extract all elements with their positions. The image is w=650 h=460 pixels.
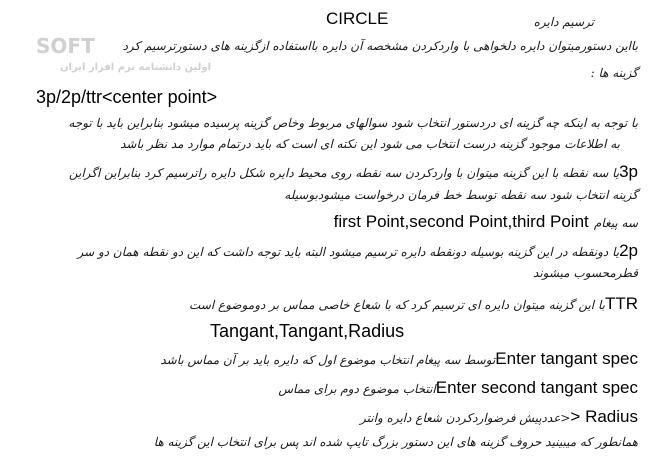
command-syntax: 3p/2p/ttr<center point> bbox=[36, 87, 218, 107]
prompt-radius-en: Radius < bbox=[570, 407, 638, 426]
option-3p-line1 bbox=[69, 163, 638, 180]
option-2p-desc: یا دونقطه در این گزینه بوسیله دونقطه دایره ترسیم میشود البته باید توجه داشت که این دو نقطه همان دو سر bbox=[77, 245, 620, 259]
option-2p-line1 bbox=[77, 242, 638, 259]
prompt-radius-default: <عددپیش فرض bbox=[492, 411, 571, 425]
option-ttr-prompt: Tangant,Tangant,Radius bbox=[210, 321, 405, 341]
prompt-first-tangent-en: Enter tangant spec bbox=[495, 349, 638, 368]
watermark-brand: SOFT bbox=[36, 34, 95, 58]
option-2p-line2: قطرمحسوب میشوند bbox=[533, 266, 638, 280]
option-2p-code: 2p bbox=[619, 241, 638, 260]
option-3p-prompt-en: first Point,second Point,third Point bbox=[333, 212, 589, 231]
option-ttr-desc: با این گزینه میتوان دایره ای ترسیم کرد که با شعاع خاصی مماس بر دوموضوع است bbox=[189, 298, 605, 312]
prompt-second-tangent-fa: انتخاب موضوع دوم برای مماس bbox=[278, 382, 436, 396]
footer-text: همانطور که میبینید حروف گزینه های این دستور بزرگ تایپ شده اند پس برای انتخاب این گزینه ها bbox=[153, 435, 638, 449]
option-ttr-code: TTR bbox=[604, 294, 638, 313]
option-3p-line2: گزینه انتخاب شود سه نقطه توسط خط فرمان درخواست میشودبوسیله bbox=[284, 188, 638, 202]
option-3p-prompt-prefix: سه پیغام bbox=[593, 216, 638, 230]
prompt-second-tangent bbox=[278, 379, 638, 396]
option-3p-code: 3p bbox=[619, 162, 638, 181]
prompt-radius bbox=[360, 408, 638, 425]
title-fa: ترسیم دایره bbox=[533, 15, 594, 29]
title-en: CIRCLE bbox=[326, 9, 389, 28]
option-ttr-line1 bbox=[189, 295, 638, 312]
prompt-first-tangent bbox=[160, 350, 638, 367]
options-heading: گزینه ها : bbox=[590, 66, 638, 80]
option-3p-desc: یا سه نقطه با این گزینه میتوان با واردکردن سه نقطه روی محیط دایره شکل دایره راترسیم کرد بنابراین اگراین bbox=[68, 166, 620, 180]
watermark-subtitle: اولین دانشنامه نرم افزار ایران bbox=[60, 62, 212, 73]
para1-line2: به اطلاعات موجود گزینه درست انتخاب می شود این نکته ای است که باید درتمام موارد مد نظر باشد bbox=[120, 137, 620, 151]
prompt-first-tangent-fa: توسط سه پیغام انتخاب موضوع اول که دایره باید بر آن مماس باشد bbox=[160, 353, 496, 367]
prompt-second-tangent-en: Enter second tangant spec bbox=[435, 378, 638, 397]
option-3p-prompt bbox=[334, 213, 638, 230]
para1-line1: با توجه به اینکه چه گزینه ای دردستور انتخاب شود سوالهای مربوط وخاص گزینه پرسیده میشود بنابراین باید با توجه bbox=[68, 116, 638, 130]
prompt-radius-fa: واردکردن شعاع دایره وانتر bbox=[360, 411, 493, 425]
intro-text: بااین دستورمیتوان دایره دلخواهی با واردکردن مشخصه آن دایره بااستفاده ازگزینه های دستورترسیم کرد bbox=[122, 39, 638, 53]
